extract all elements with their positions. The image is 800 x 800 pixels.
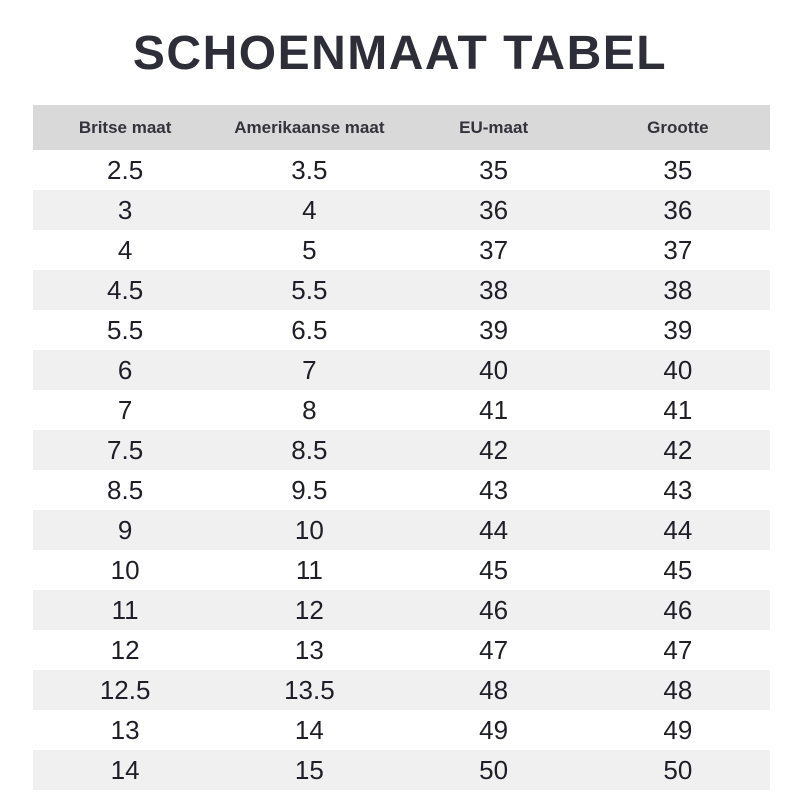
size-table-header (33, 105, 770, 150)
page-title: SCHOENMAAT TABEL (132, 27, 668, 80)
cell-american-size: 13 (217, 630, 401, 670)
cell-size: 50 (586, 750, 770, 790)
cell-british-size: 5.5 (33, 310, 217, 350)
cell-size: 36 (586, 190, 770, 230)
column-header-american-size: Amerikaanse maat (217, 105, 401, 150)
cell-american-size: 14 (217, 710, 401, 750)
column-header-eu-size: EU-maat (402, 105, 586, 150)
cell-american-size: 7 (217, 350, 401, 390)
cell-american-size: 8.5 (217, 430, 401, 470)
table-row (33, 230, 770, 270)
table-row (33, 590, 770, 630)
cell-eu-size: 49 (402, 710, 586, 750)
cell-size: 45 (586, 550, 770, 590)
cell-american-size: 11 (217, 550, 401, 590)
table-row (33, 390, 770, 430)
cell-british-size: 4.5 (33, 270, 217, 310)
cell-eu-size: 46 (402, 590, 586, 630)
cell-eu-size: 40 (402, 350, 586, 390)
cell-american-size: 9.5 (217, 470, 401, 510)
cell-british-size: 4 (33, 230, 217, 270)
cell-british-size: 10 (33, 550, 217, 590)
cell-british-size: 11 (33, 590, 217, 630)
cell-american-size: 12 (217, 590, 401, 630)
cell-size: 38 (586, 270, 770, 310)
table-row (33, 270, 770, 310)
cell-size: 39 (586, 310, 770, 350)
cell-british-size: 2.5 (33, 150, 217, 190)
cell-british-size: 3 (33, 190, 217, 230)
column-header-size: Grootte (586, 105, 770, 150)
cell-eu-size: 36 (402, 190, 586, 230)
cell-size: 41 (586, 390, 770, 430)
cell-eu-size: 45 (402, 550, 586, 590)
table-row (33, 310, 770, 350)
cell-american-size: 6.5 (217, 310, 401, 350)
size-table-body (33, 150, 770, 790)
cell-eu-size: 42 (402, 430, 586, 470)
cell-british-size: 7.5 (33, 430, 217, 470)
cell-eu-size: 47 (402, 630, 586, 670)
cell-size: 35 (586, 150, 770, 190)
cell-british-size: 14 (33, 750, 217, 790)
table-row (33, 430, 770, 470)
cell-british-size: 13 (33, 710, 217, 750)
cell-eu-size: 48 (402, 670, 586, 710)
cell-american-size: 5 (217, 230, 401, 270)
cell-size: 49 (586, 710, 770, 750)
table-row (33, 630, 770, 670)
cell-american-size: 3.5 (217, 150, 401, 190)
cell-eu-size: 43 (402, 470, 586, 510)
cell-british-size: 7 (33, 390, 217, 430)
cell-eu-size: 37 (402, 230, 586, 270)
cell-british-size: 9 (33, 510, 217, 550)
cell-british-size: 12.5 (33, 670, 217, 710)
cell-american-size: 8 (217, 390, 401, 430)
cell-eu-size: 41 (402, 390, 586, 430)
cell-eu-size: 50 (402, 750, 586, 790)
table-row (33, 550, 770, 590)
cell-size: 46 (586, 590, 770, 630)
cell-size: 44 (586, 510, 770, 550)
table-row (33, 710, 770, 750)
cell-american-size: 10 (217, 510, 401, 550)
cell-eu-size: 35 (402, 150, 586, 190)
cell-size: 37 (586, 230, 770, 270)
header-row (33, 105, 770, 150)
table-row (33, 350, 770, 390)
cell-size: 42 (586, 430, 770, 470)
cell-eu-size: 44 (402, 510, 586, 550)
cell-british-size: 6 (33, 350, 217, 390)
cell-american-size: 13.5 (217, 670, 401, 710)
table-row (33, 150, 770, 190)
shoe-size-table (33, 105, 770, 790)
table-row (33, 470, 770, 510)
cell-size: 47 (586, 630, 770, 670)
cell-american-size: 4 (217, 190, 401, 230)
cell-british-size: 12 (33, 630, 217, 670)
column-header-british-size: Britse maat (33, 105, 217, 150)
cell-american-size: 15 (217, 750, 401, 790)
cell-size: 48 (586, 670, 770, 710)
table-row (33, 670, 770, 710)
cell-size: 43 (586, 470, 770, 510)
cell-eu-size: 39 (402, 310, 586, 350)
cell-american-size: 5.5 (217, 270, 401, 310)
table-row (33, 510, 770, 550)
cell-british-size: 8.5 (33, 470, 217, 510)
cell-eu-size: 38 (402, 270, 586, 310)
cell-size: 40 (586, 350, 770, 390)
table-row (33, 750, 770, 790)
table-row (33, 190, 770, 230)
